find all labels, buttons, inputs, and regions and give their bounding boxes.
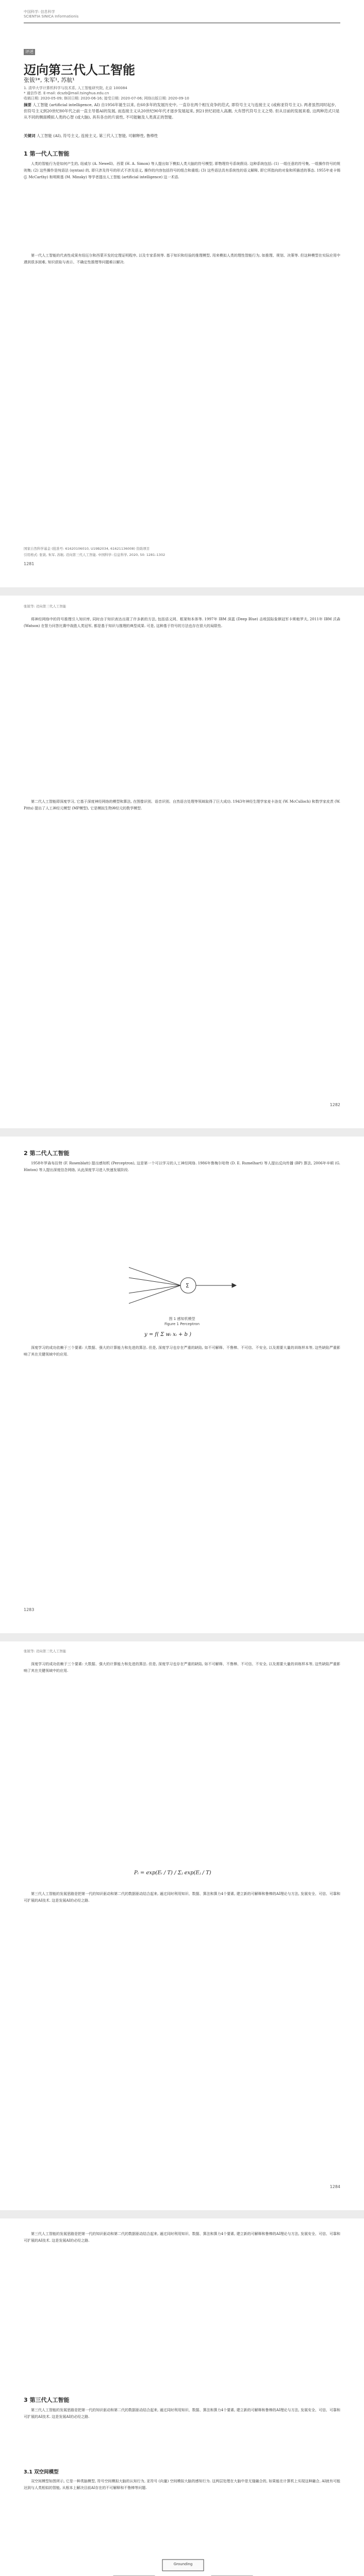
keywords: [24, 133, 340, 139]
paragraph-6: 深度学习的成功依赖于三个要素: 大数据、强大的计算能力和先进的算法. 但是, 深度学习也存在严重的缺陷, 如不可解释、不鲁棒、不可信、不安全, 以及需要大量的训练样本等, 这些缺陷严重影响了其在关键领域中的应用.: [24, 1346, 340, 1357]
abstract-text: 人工智能 (artificial intelligence, AI) 自1956年诞生以来, 在60多年的发展历史中, 一直存在两个相互竞争的范式, 即符号主义与连接主义 (或称亚符号主义). 两者虽然同时起步, 但符号主义到20世纪80年代之前一直主导着AI的发展, 而连接主义从20世纪90年代才逐步发展起来, 到21世纪初进入高潮, 大有替代符号主义之势. 但从目前的发展来看, 这两种范式只是从不同的侧面模拟人类的心智 (或大脑), 具有各自的片面性, 不可能触及人类真正的智能.: [24, 103, 340, 120]
page-number-2: 1282: [329, 1103, 340, 1107]
page-number-3: 1283: [24, 1607, 35, 1612]
received-dates: 收稿日期: 2020-05-09; 修回日期: 2020-06-16; 接受日期: 2020-07-06; 网络出版日期: 2020-09-10: [24, 96, 189, 100]
keywords-text: 人工智能 (AI), 符号主义, 连接主义, 第三代人工智能, 可解释性, 鲁棒性: [36, 133, 158, 138]
paragraph-5: 1958年罗森布拉特 (F. Rosenblatt) 提出感知机 (Perceptron), 这是第一个可以学习的人工神经网络. 1986年鲁梅尔哈特 (D. E. Rumelhart) 等人提出反向传播 (BP) 算法, 2006年辛顿 (G. Hinton) 等人提出深度信念网络, 从此深度学习进入快速发展阶段.: [24, 1161, 340, 1173]
grounding-label: Grounding: [173, 2562, 193, 2566]
section-3-1-heading: 3.1 双空间模型: [24, 2469, 59, 2475]
page-break: [0, 2210, 364, 2218]
figure-1-caption: 图 1 感知机模型: [169, 1317, 195, 1321]
paragraph-8: 双空间模型如图所示, 它是一种类脑模型, 符号空间模拟大脑的认知行为, 亚符号 (向量) 空间模拟大脑的感知行为. 这两层处理在大脑中是无缝融合的, 如果能在计算机上实现这种融合, AI就有可能达到与人类相似的智能, 从根本上解决目前AI存在的不可解释和不鲁棒等问题.: [24, 2479, 340, 2490]
paragraph-3: 将神经网络中的符号推理引入知识库, 同时由于知识表达出现了许多新的方法, 包括语义网、框架和本体等. 1997年 IBM 深蓝 (Deep Blue) 击败国际象棋冠军卡斯帕罗夫, 2011年 IBM 沃森 (Watson) 在智力问答比赛中战胜人类冠军, 都是基于知识与推理的典型成果. 可是, 这种基于符号的方法也存在很大的局限性.: [24, 617, 340, 629]
fund-note: 国家自然科学基金 (批准号: 61620106010, U19B2034, 61621136008) 资助项目: [24, 547, 150, 551]
journal-name: 中国科学: 信息科学: [24, 10, 55, 14]
citation-line: 引用格式: 张钹, 朱军, 苏航. 迈向第三代人工智能. 中国科学: 信息科学, 2020, 50: 1281–1302: [24, 553, 166, 557]
running-head: 张钹等: 迈向第三代人工智能: [24, 604, 67, 608]
perceptron-figure: [119, 1257, 247, 1314]
section-1-heading: 1 第一代人工智能: [24, 150, 70, 157]
svg-text:Σ: Σ: [186, 1282, 189, 1289]
paper-title: 迈向第三代人工智能: [24, 63, 135, 77]
paragraph-1: 人类的智能行为是如何产生的, 纽威尔 (A. Newell)、西蒙 (H. A. Simon) 等人提出如下模拟人类大脑的符号模型, 即物理符号系统假设. 这种系统包括: (1) 一组任意的符号集, 一组操作符号的规则集; (2) 这些操作是纯语法 (syntax) 的, 即只涉及符号的形式不涉及语义, 操作的内容包括符号的组合和重组; (3) 这些语法具有系统性的语义解释, 即它所指向的对象和所描述的事态. 1955年麦卡锡 (J. McCarthy) 和明斯基 (M. Minsky) 等学者提出人工智能 (artificial intelligence) 这一术语.: [24, 162, 340, 180]
page-number-1: 1281: [24, 562, 35, 566]
corresponding-author: * 通信作者. E-mail: dcszb@mail.tsinghua.edu.cn: [24, 91, 109, 95]
affiliation: 1. 清华大学计算机科学与技术系, 人工智能研究院, 北京 100084: [24, 86, 127, 90]
page-break: [0, 1633, 364, 1641]
abstract-label: 摘要: [24, 103, 31, 107]
authors: 张钹¹*, 朱军¹, 苏航¹: [24, 77, 75, 83]
page-break: [0, 1128, 364, 1137]
journal-name-en: SCIENTIA SINICA Informationis: [24, 14, 79, 19]
running-head: 张钹等: 迈向第三代人工智能: [24, 1649, 67, 1653]
page-break: [0, 587, 364, 596]
paragraph-7: 第三代人工智能的发展思路是把第一代的知识驱动和第二代的数据驱动结合起来, 通过同时利用知识、数据、算法和算力4个要素, 建立新的可解释和鲁棒的AI理论与方法, 发展安全、可信、可靠和可扩展的AI技术. 这是发展AI的必经之路.: [24, 1892, 340, 1903]
section-3-heading: 3 第三代人工智能: [24, 2397, 70, 2403]
energy-formula: Pᵢ = exp(Eᵢ / T) / Σⱼ exp(Eⱼ / T): [134, 1870, 211, 1876]
paragraph-4: 第二代人工智能即深度学习, 它基于深度神经网络的模型和算法, 在图像识别、语音识别、自然语言处理等领域取得了巨大成功. 1943年神经生理学家麦卡洛克 (W. McCulloch) 和数学家皮茨 (W. Pitts) 提出了人工神经元模型 (MP模型), 它是模拟生物神经元的数学模型.: [24, 800, 340, 811]
section-2-heading: 2 第二代人工智能: [24, 1150, 70, 1157]
keywords-label: 关键词: [24, 133, 36, 138]
figure-1-caption-en: Figure 1 Perceptron: [164, 1322, 200, 1326]
article-type-tag: 评述: [24, 49, 35, 55]
abstract: [24, 102, 340, 121]
paragraph-7c: 第三代人工智能的发展思路是把第一代的知识驱动和第二代的数据驱动结合起来, 通过同时利用知识、数据、算法和算力4个要素, 建立新的可解释和鲁棒的AI理论与方法, 发展安全、可信、可靠和可扩展的AI技术. 这是发展AI的必经之路.: [24, 2408, 340, 2419]
perceptron-formula: y = f( Σ wᵢ xᵢ + b ): [144, 1332, 192, 1337]
paragraph-7b: 第三代人工智能的发展思路是把第一代的知识驱动和第二代的数据驱动结合起来, 通过同时利用知识、数据、算法和算力4个要素, 建立新的可解释和鲁棒的AI理论与方法, 发展安全、可信、可靠和可扩展的AI技术. 这是发展AI的必经之路.: [24, 2232, 340, 2243]
paragraph-6b: 深度学习的成功依赖于三个要素: 大数据、强大的计算能力和先进的算法. 但是, 深度学习也存在严重的缺陷, 如不可解释、不鲁棒、不可信、不安全, 以及需要大量的训练样本等, 这些缺陷严重影响了其在关键领域中的应用.: [24, 1662, 340, 1673]
paragraph-2: 第一代人工智能的代表性成果有纽厄尔和西蒙开发的定理证明程序, 以及专家系统等. 基于知识和经验的推理模型, 用来模拟人类的理性智能行为, 如推理、规划、决策等. 但这种模型在实际应用中遇到很多困难, 知识获取与表示、不确定性推理等问题难以解决.: [24, 253, 340, 265]
page-number-4: 1284: [329, 2184, 340, 2189]
